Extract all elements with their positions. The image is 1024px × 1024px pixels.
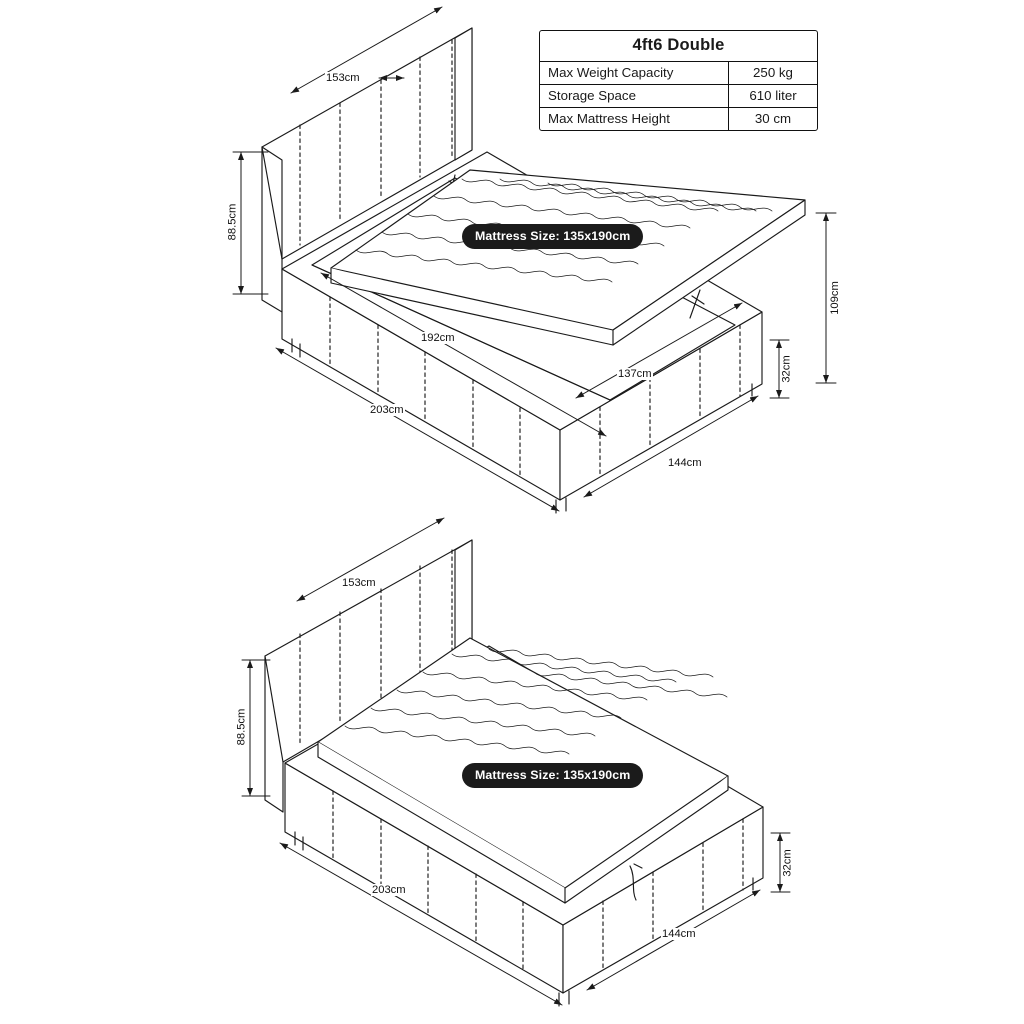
spec-value: 30 cm [754,111,792,126]
dim-base-length-inner-top: 192cm [421,332,455,344]
spec-row [540,62,817,85]
dim-base-length-outer-top: 203cm [370,404,404,416]
dim-base-height-bottom: 32cm [781,849,794,877]
dim-headboard-width-top: 153cm [326,72,360,84]
spec-row [540,108,817,130]
spec-label: Max Mattress Height [540,108,729,130]
spec-table [539,30,818,131]
dim-headboard-width-bottom: 153cm [342,577,376,589]
dim-open-lift-height-top: 109cm [828,281,841,315]
dim-headboard-height-top: 88.5cm [226,203,239,241]
dim-headboard-height-bottom: 88.5cm [235,708,248,746]
spec-row [540,85,817,108]
spec-label: Storage Space [540,85,729,107]
spec-value: 250 kg [753,65,793,80]
dim-base-width-outer-top: 144cm [668,457,702,469]
spec-value: 610 liter [749,88,797,103]
spec-table-title: 4ft6 Double [540,31,817,62]
mattress-size-badge-bottom: Mattress Size: 135x190cm [462,763,643,788]
dim-base-width-inner-top: 137cm [618,368,652,380]
dim-base-height-top: 32cm [780,355,793,383]
dim-base-length-outer-bottom: 203cm [372,884,406,896]
mattress-size-badge-top: Mattress Size: 135x190cm [462,224,643,249]
dim-base-width-outer-bottom: 144cm [662,928,696,940]
spec-label: Max Weight Capacity [540,62,729,84]
